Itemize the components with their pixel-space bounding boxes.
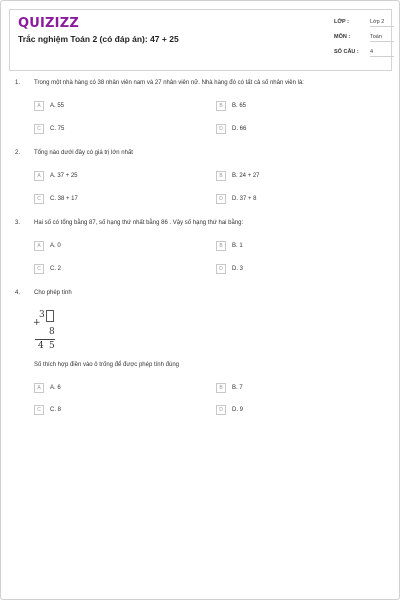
option-letter-box: C — [34, 405, 44, 415]
option-d[interactable] — [216, 263, 243, 274]
worksheet-header — [9, 9, 392, 71]
option-b[interactable] — [216, 382, 243, 393]
result-ones: 5 — [49, 341, 55, 351]
option-text: C. 38 + 17 — [50, 195, 78, 202]
question-text: Trong một nhà hàng có 38 nhân viên nam và 27 nhân viên nữ. Nhà hàng đó có tất cả số nhân viên là: — [34, 80, 304, 86]
option-d[interactable] — [216, 193, 257, 204]
option-c[interactable] — [34, 193, 78, 204]
option-letter-box: A — [34, 171, 44, 181]
plus-sign: + — [33, 318, 41, 328]
option-text: C. 2 — [50, 265, 62, 272]
option-d[interactable] — [216, 123, 246, 134]
option-letter-box: D — [216, 124, 226, 134]
option-letter-box: A — [34, 101, 44, 111]
worksheet-title: Trắc nghiệm Toán 2 (có đáp án): 47 + 25 — [18, 34, 179, 44]
option-text: C. 75 — [50, 125, 65, 132]
option-letter-box: A — [34, 241, 44, 251]
option-a[interactable] — [34, 100, 64, 111]
question-text: Tổng nào dưới đây có giá trị lớn nhất — [34, 150, 133, 156]
option-letter-box: C — [34, 194, 44, 204]
option-c[interactable] — [34, 404, 61, 415]
question-number: 3. — [15, 220, 21, 226]
option-text: B. 65 — [232, 102, 247, 109]
result-tens: 4 — [38, 341, 44, 351]
question-subtext: Số thích hợp điền vào ô trống để được phép tính đúng — [34, 362, 179, 368]
option-letter-box: B — [216, 171, 226, 181]
option-text: D. 37 + 8 — [232, 195, 257, 202]
subject-value: Toán — [370, 34, 394, 42]
question-number: 2. — [15, 150, 21, 156]
option-letter-box: D — [216, 264, 226, 274]
option-b[interactable] — [216, 240, 243, 251]
option-text: A. 6 — [50, 384, 61, 391]
option-text: B. 24 + 27 — [232, 172, 260, 179]
option-text: D. 9 — [232, 406, 244, 413]
option-letter-box: B — [216, 241, 226, 251]
question-text: Hai số có tổng bằng 87, số hạng thứ nhất bằng 86 . Vậy số hạng thứ hai bằng: — [34, 220, 244, 226]
question-number: 4. — [15, 290, 21, 296]
option-text: A. 37 + 25 — [50, 172, 78, 179]
option-letter-box: B — [216, 101, 226, 111]
question-text: Cho phép tính — [34, 290, 72, 296]
blank-box[interactable] — [46, 310, 54, 322]
addend-top-digit: 3 — [39, 310, 45, 320]
class-label: LỚP : — [334, 19, 349, 25]
option-letter-box: D — [216, 194, 226, 204]
option-text: B. 1 — [232, 242, 243, 249]
option-b[interactable] — [216, 100, 246, 111]
option-letter-box: D — [216, 405, 226, 415]
count-value: 4 — [370, 49, 394, 57]
option-a[interactable] — [34, 170, 78, 181]
option-text: A. 55 — [50, 102, 65, 109]
option-a[interactable] — [34, 382, 61, 393]
question-number: 1. — [15, 80, 21, 86]
option-text: A. 0 — [50, 242, 61, 249]
quizizz-logo: QUIZIZZ — [18, 16, 79, 31]
option-text: B. 7 — [232, 384, 243, 391]
option-c[interactable] — [34, 263, 61, 274]
option-c[interactable] — [34, 123, 64, 134]
option-text: D. 66 — [232, 125, 247, 132]
addend-bottom: 8 — [49, 327, 55, 337]
option-d[interactable] — [216, 404, 243, 415]
class-value: Lớp 2 — [370, 19, 394, 27]
option-text: D. 3 — [232, 265, 244, 272]
option-letter-box: A — [34, 383, 44, 393]
sum-line — [35, 339, 55, 340]
option-b[interactable] — [216, 170, 260, 181]
count-label: SỐ CÂU : — [334, 49, 359, 55]
option-letter-box: C — [34, 124, 44, 134]
option-text: C. 8 — [50, 406, 62, 413]
subject-label: MÔN : — [334, 34, 351, 40]
option-letter-box: B — [216, 383, 226, 393]
option-letter-box: C — [34, 264, 44, 274]
option-a[interactable] — [34, 240, 61, 251]
